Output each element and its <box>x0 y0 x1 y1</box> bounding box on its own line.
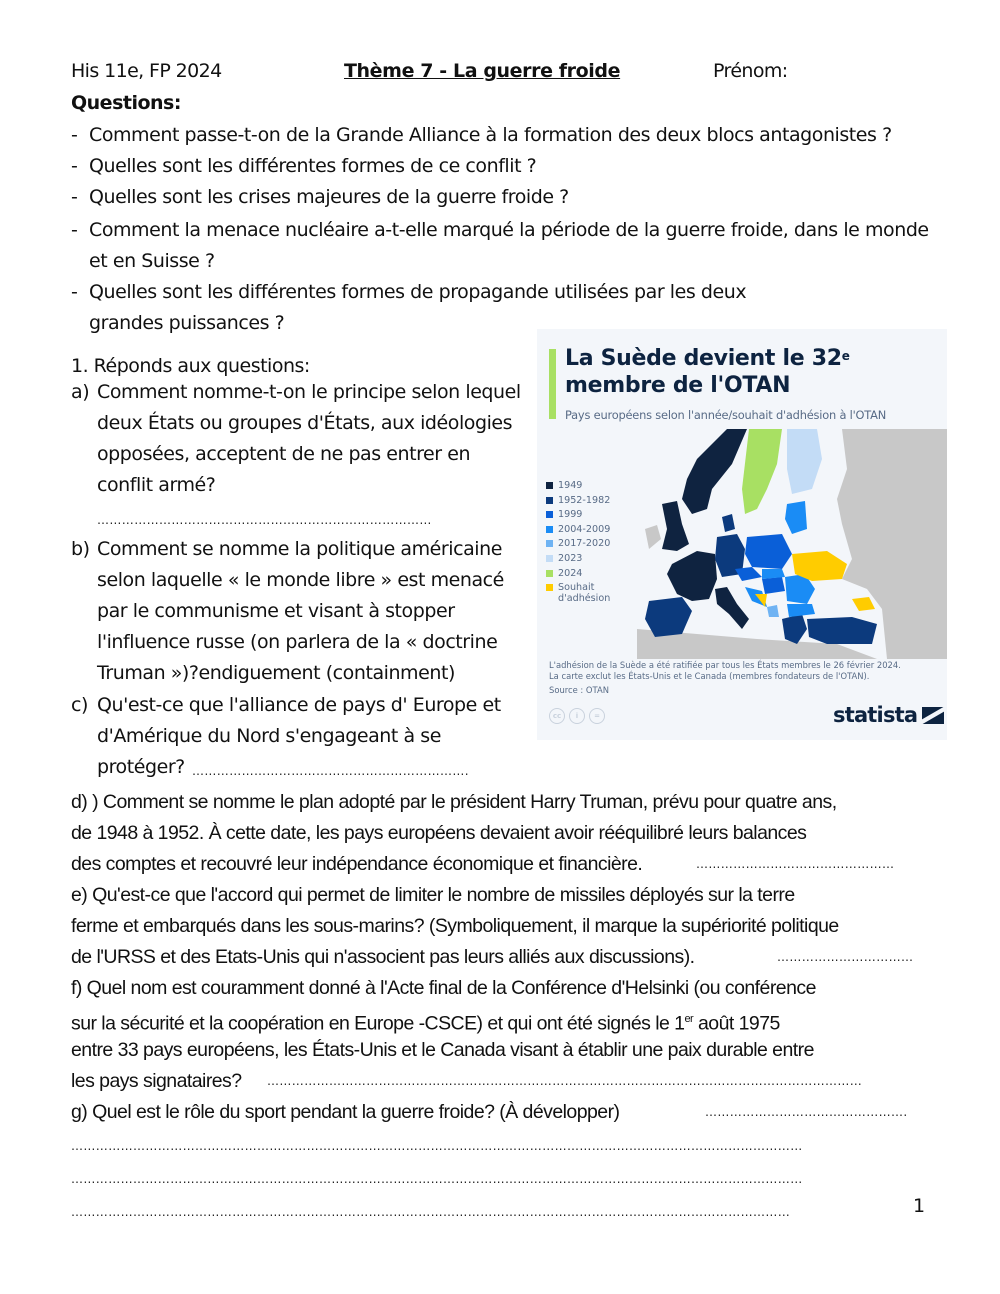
question-bullet: - Comment passe-t-on de la Grande Alliance à la formation des deux blocs antagonistes ? <box>71 124 892 146</box>
question-text-continued: grandes puissances ? <box>89 312 285 334</box>
legend-label: 2024 <box>558 567 583 579</box>
map-region-1999 <box>745 534 792 569</box>
question-b-text: Comment se nomme la politique américaine <box>97 538 502 560</box>
question-b-text: l'influence russe (on parlera de la « doctrine <box>97 631 498 653</box>
map-region-aspirant <box>852 597 875 611</box>
nato-infographic <box>537 329 947 740</box>
legend-item <box>546 495 610 510</box>
map-region-1949 <box>667 551 717 601</box>
answer-line-e[interactable]: …………………………… <box>777 950 914 964</box>
answer-line-a[interactable]: ……………………………………………………………………… <box>97 513 432 527</box>
legend-item <box>546 568 610 583</box>
question-bullet: - Quelles sont les différentes formes de propagande utilisées par les deux <box>71 281 747 303</box>
question-text: Comment passe-t-on de la Grande Alliance à la formation des deux blocs antagonistes ? <box>89 124 892 146</box>
statista-logo-icon <box>922 707 944 724</box>
legend-swatch <box>546 555 553 562</box>
question-a-text: opposées, acceptent de ne pas entrer en <box>97 443 471 465</box>
question-c-text: protéger? <box>97 756 185 778</box>
answer-line-g-blank[interactable]: ………………………………………………………………………………………………………………………………………………………… <box>71 1205 791 1219</box>
map-region-1949 <box>715 587 749 629</box>
answer-line-g-blank[interactable]: …………………………………………………………………………………………………………………………………………………………… <box>71 1139 803 1153</box>
legend-swatch <box>546 526 553 533</box>
name-label: Prénom: <box>713 60 788 82</box>
question-d-text: des comptes et recouvré leur indépendance économique et financière. <box>71 853 643 875</box>
infographic-title: La Suède devient le 32e membre de l'OTAN <box>565 346 850 398</box>
map-region-1952-1982 <box>782 614 807 644</box>
accent-bar <box>549 349 556 419</box>
question-f-text: sur la sécurité et la coopération en Europe -CSCE) et qui ont été signés le 1er août 1975 <box>71 1012 780 1035</box>
question-b-answer: Truman »)?endiguement (containment) <box>97 662 455 684</box>
legend-item <box>546 480 610 495</box>
map-legend <box>546 480 611 605</box>
question-d-text: d) ) Comment se nomme le plan adopté par le président Harry Truman, prévu pour quatre ans, <box>71 791 837 813</box>
question-a-text: Comment nomme-t-on le principe selon lequel <box>97 381 521 403</box>
question-text: Quelles sont les crises majeures de la guerre froide ? <box>89 186 569 208</box>
question-e-text: de l'URSS et des Etats-Unis qui n'associent pas leurs alliés aux discussions). <box>71 946 695 968</box>
legend-item <box>546 509 610 524</box>
europe-map <box>637 429 947 659</box>
attribution-icon: i <box>569 708 585 724</box>
question-c-text: Qu'est-ce que l'alliance de pays d' Europe et <box>97 694 501 716</box>
legend-label: 2004-2009 <box>558 523 611 535</box>
legend-swatch <box>546 511 553 518</box>
question-f-text: entre 33 pays européens, les États-Unis et le Canada visant à établir une paix durable entre <box>71 1039 814 1061</box>
map-region-1952-1982 <box>807 617 877 644</box>
legend-item <box>546 553 610 568</box>
infographic-source: Source : OTAN <box>549 685 609 695</box>
legend-item <box>546 538 610 553</box>
legend-label: 1999 <box>558 509 583 521</box>
question-b-text: par le communisme et visant à stopper <box>97 600 455 622</box>
map-region-1949 <box>662 501 689 551</box>
no-derivatives-icon: = <box>589 708 605 724</box>
infographic-subtitle: Pays européens selon l'année/souhait d'adhésion à l'OTAN <box>565 408 887 422</box>
infographic-note: L'adhésion de la Suède a été ratifiée par tous les États membres le 26 février 2024. La carte exclut les États-Unis et le Canada (membres fondateurs de l'OTAN). <box>549 660 901 681</box>
license-icons <box>549 708 605 724</box>
legend-swatch <box>546 570 553 577</box>
question-c-label: c) <box>71 694 88 716</box>
question-f-text: f) Quel nom est couramment donné à l'Acte final de la Conférence d'Helsinki (ou conférence <box>71 977 816 999</box>
legend-item <box>546 524 610 539</box>
legend-label: Souhait d'adhésion <box>558 582 611 605</box>
legend-swatch <box>546 584 553 591</box>
course-label: His 11e, FP 2024 <box>71 60 222 82</box>
question-a-text: deux États ou groupes d'États, aux idéologies <box>97 412 513 434</box>
answer-line-g[interactable]: …………………………………………. <box>705 1105 908 1119</box>
answer-line-c[interactable]: …………………………………………………………. <box>192 764 470 778</box>
statista-logo: statista <box>833 703 944 727</box>
legend-swatch <box>546 540 553 547</box>
legend-label: 2017-2020 <box>558 538 611 550</box>
answer-line-g-blank[interactable]: …………………………………………………………………………………………………………………………………………………………… <box>71 1172 803 1186</box>
legend-label: 2023 <box>558 552 583 564</box>
map-region-2017-2020 <box>767 605 779 617</box>
map-region-2004-2009 <box>785 501 807 534</box>
legend-label: 1952-1982 <box>558 494 611 506</box>
legend-item <box>546 582 611 605</box>
page-title: Thème 7 - La guerre froide <box>344 60 621 82</box>
question-f-text: les pays signataires? <box>71 1070 242 1092</box>
questions-heading: Questions: <box>71 92 181 114</box>
question-e-text: e) Qu'est-ce que l'accord qui permet de limiter le nombre de missiles déployés sur la terre <box>71 884 795 906</box>
map-region-1952-1982 <box>722 514 735 532</box>
question-a-label: a) <box>71 381 90 403</box>
question-c-text: d'Amérique du Nord s'engageant à se <box>97 725 441 747</box>
map-region-1999 <box>735 567 762 581</box>
answer-line-d[interactable]: ………………………………………… <box>696 857 895 871</box>
map-region-non-member <box>645 525 661 549</box>
page-number: 1 <box>913 1195 926 1217</box>
answer-line-f[interactable]: ……………………………………………………………………………………………………………………………… <box>267 1074 863 1088</box>
map-region-1952-1982 <box>645 597 692 637</box>
map-region-1999 <box>762 577 785 594</box>
question-b-text: selon laquelle « le monde libre » est menacé <box>97 569 504 591</box>
question-b-label: b) <box>71 538 90 560</box>
question-a-text: conflit armé? <box>97 474 216 496</box>
legend-swatch <box>546 482 553 489</box>
question-bullet: - Quelles sont les crises majeures de la guerre froide ? <box>71 186 569 208</box>
question-text: Quelles sont les différentes formes de ce conflit ? <box>89 155 537 177</box>
map-region-2004-2009 <box>787 604 815 617</box>
map-region-2023 <box>787 429 822 494</box>
map-region-2024 <box>742 429 782 514</box>
question-text-continued: et en Suisse ? <box>89 250 215 272</box>
legend-swatch <box>546 497 553 504</box>
question-bullet: - Comment la menace nucléaire a-t-elle marqué la période de la guerre froide, dans le monde <box>71 219 929 241</box>
legend-label: 1949 <box>558 480 583 491</box>
question-bullet: - Quelles sont les différentes formes de ce conflit ? <box>71 155 537 177</box>
question-g-text: g) Quel est le rôle du sport pendant la guerre froide? (À développer) <box>71 1101 620 1123</box>
question-d-text: de 1948 à 1952. À cette date, les pays européens devaient avoir rééquilibré leurs balances <box>71 822 807 844</box>
map-region-1949 <box>682 429 747 514</box>
question-e-text: ferme et embarqués dans les sous-marins? (Symboliquement, il marque la supériorité politique <box>71 915 839 937</box>
question-text: Comment la menace nucléaire a-t-elle marqué la période de la guerre froide, dans le monde <box>89 219 929 241</box>
cc-icon: cc <box>549 708 565 724</box>
question-text: Quelles sont les différentes formes de propagande utilisées par les deux <box>89 281 747 303</box>
exercise-heading: 1. Réponds aux questions: <box>71 355 310 377</box>
